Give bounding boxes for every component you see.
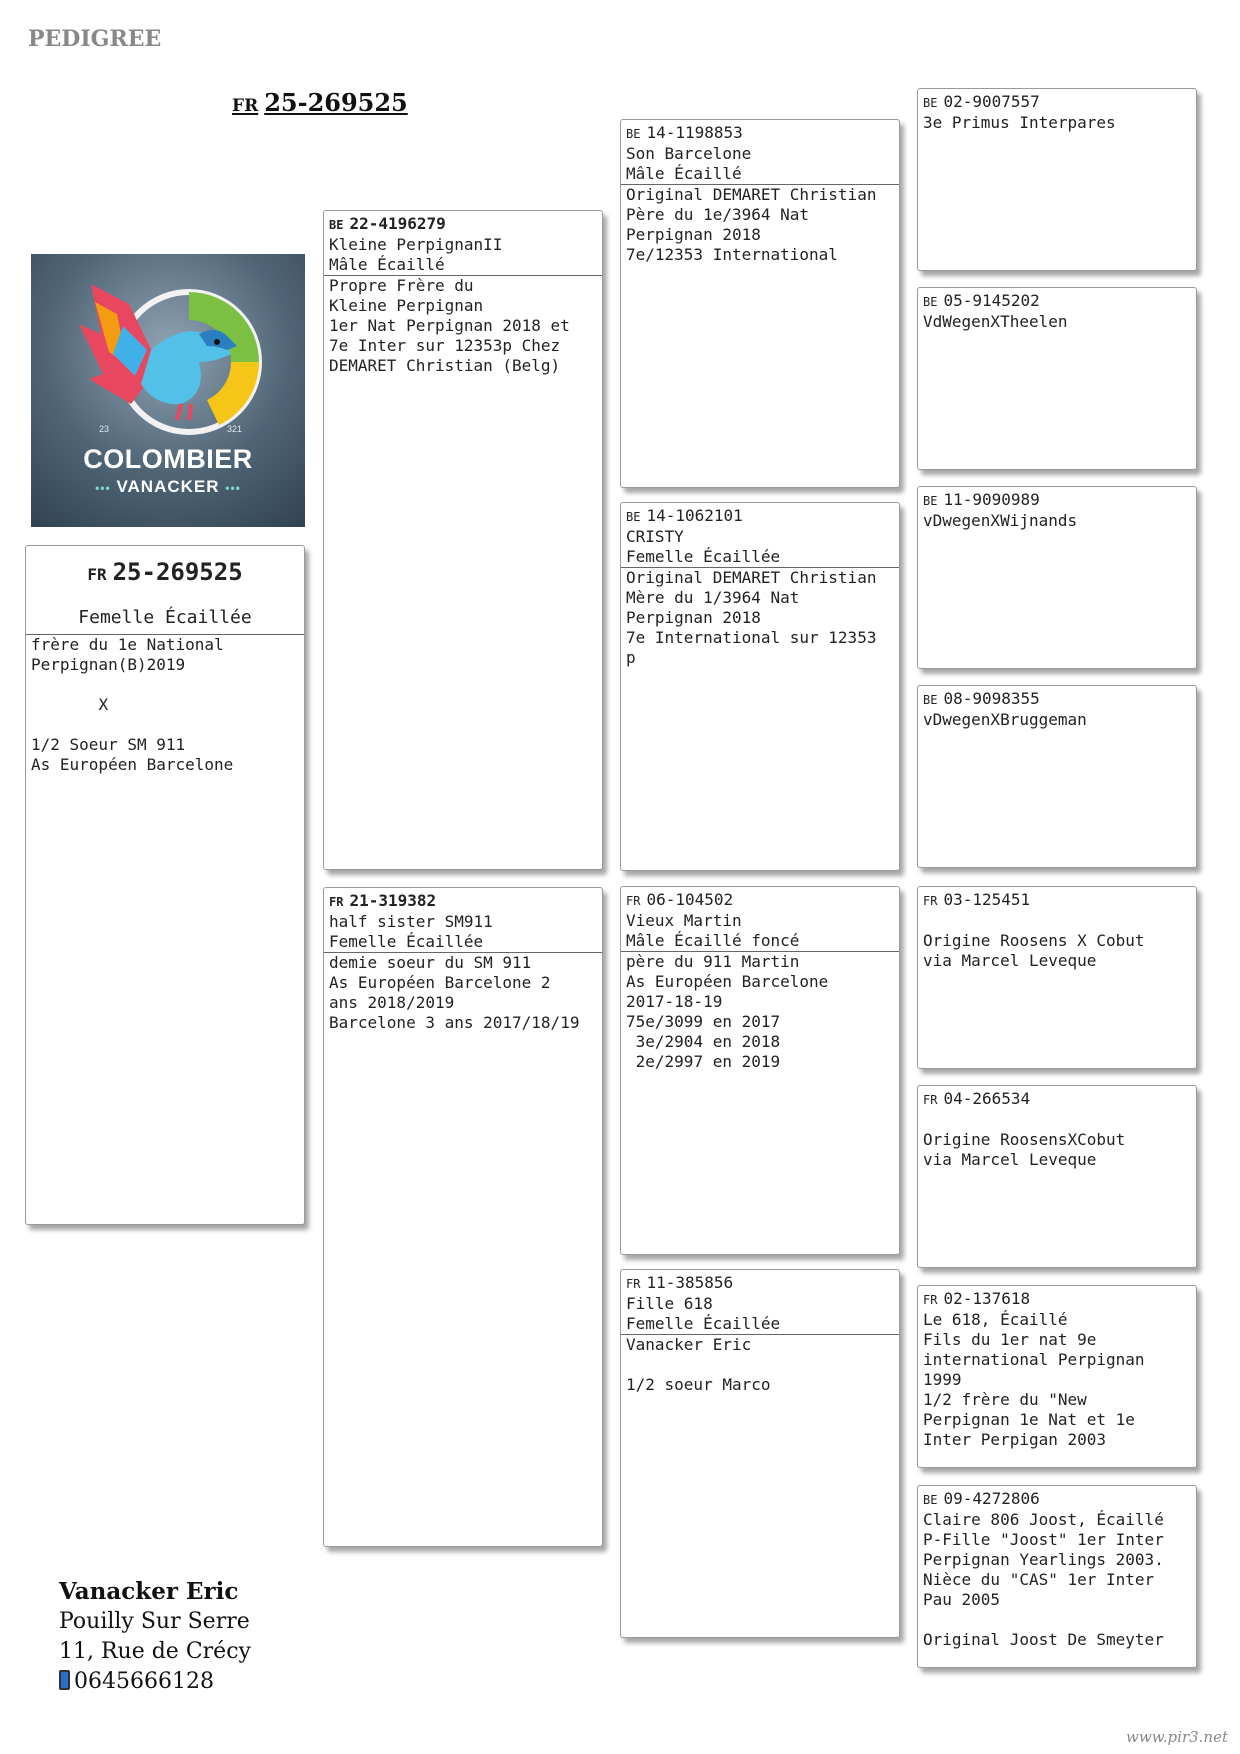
owner-name: Vanacker Eric xyxy=(59,1578,239,1605)
bird-name: CRISTY xyxy=(626,527,684,546)
ring-number: BE 22-4196279 xyxy=(329,214,446,233)
great-grandparent-card-8 xyxy=(917,1485,1197,1668)
bird-notes: vDwegenXBruggeman xyxy=(923,710,1087,729)
bird-notes: Le 618, Écaillé Fils du 1er nat 9e international Perpignan 1999 1/2 frère du "New Perpignan 1e Nat et 1e Inter Perpigan 2003 xyxy=(923,1310,1145,1449)
bird-notes: demie soeur du SM 911 As Européen Barcelone 2 ans 2018/2019 Barcelone 3 ans 2017/18/19 xyxy=(329,953,580,1032)
subject-ring xyxy=(31,557,299,590)
bird-notes: Origine RoosensXCobut via Marcel Leveque xyxy=(923,1130,1126,1169)
bird-notes: Propre Frère du Kleine Perpignan 1er Nat Perpignan 2018 et 7e Inter sur 12353p Chez DEMARET Christian (Belg) xyxy=(329,276,570,375)
great-grandparent-card-3 xyxy=(917,486,1197,669)
great-grandparent-card-5 xyxy=(917,886,1197,1069)
subject-country: FR xyxy=(87,565,107,584)
ring-number: FR 02-137618 xyxy=(923,1289,1031,1308)
bird-name: Fille 618 xyxy=(626,1294,713,1313)
subject-notes: frère du 1e National Perpignan(B)2019 X 1/2 Soeur SM 911 As Européen Barcelone xyxy=(31,635,234,774)
owner-phone: 0645666128 xyxy=(74,1669,214,1694)
footer-site: www.pir3.net xyxy=(1126,1728,1228,1746)
owner-address: 11, Rue de Crécy xyxy=(59,1639,251,1664)
ring-number: FR 04-266534 xyxy=(923,1089,1031,1108)
top-ring-country: FR xyxy=(232,96,259,116)
pigeon-icon xyxy=(31,254,305,444)
great-grandparent-card-6 xyxy=(917,1085,1197,1268)
bird-notes: vDwegenXWijnands xyxy=(923,511,1078,530)
bird-sex: Mâle Écaillé foncé xyxy=(626,931,800,950)
bird-notes: Vanacker Eric 1/2 soeur Marco xyxy=(626,1335,771,1394)
ring-number: BE 14-1062101 xyxy=(626,506,743,525)
bird-sex: Femelle Écaillée xyxy=(329,932,484,951)
phone-icon xyxy=(59,1670,70,1690)
great-grandparent-card-2 xyxy=(917,287,1197,470)
bird-notes: 3e Primus Interpares xyxy=(923,113,1116,132)
bird-sex: Mâle Écaillé xyxy=(626,164,742,183)
subject-card xyxy=(25,545,305,1225)
grandparent-card-3 xyxy=(620,886,900,1255)
bird-sex: Femelle Écaillée xyxy=(626,1314,781,1333)
bird-notes: père du 911 Martin As Européen Barcelone 2017-18-19 75e/3099 en 2017 3e/2904 en 2018 2e/2997 en 2019 xyxy=(626,952,829,1071)
bird-name: Vieux Martin xyxy=(626,911,742,930)
logo-left-tag: 23 xyxy=(99,424,110,434)
parent-card-dam xyxy=(323,887,603,1547)
subject-number: 25-269525 xyxy=(112,558,243,586)
bird-notes: Claire 806 Joost, Écaillé P-Fille "Joost" 1er Inter Perpignan Yearlings 2003. Nièce du "CAS" 1er Inter Pau 2005 Original Joost De Smeyter xyxy=(923,1510,1164,1649)
logo-right-tag: 321 xyxy=(227,424,243,434)
ring-number: BE 05-9145202 xyxy=(923,291,1040,310)
parent-card-sire xyxy=(323,210,603,870)
top-ring-number: 25-269525 xyxy=(264,88,408,117)
owner-city: Pouilly Sur Serre xyxy=(59,1609,250,1634)
owner-block xyxy=(59,1577,251,1697)
ring-number: FR 21-319382 xyxy=(329,891,437,910)
great-grandparent-card-4 xyxy=(917,685,1197,868)
ring-number: BE 08-9098355 xyxy=(923,689,1040,708)
bird-name: Kleine PerpignanII xyxy=(329,235,503,254)
ring-number: BE 02-9007557 xyxy=(923,92,1040,111)
owner-phone-row xyxy=(59,1667,251,1697)
bird-notes: Origine Roosens X Cobut via Marcel Leveque xyxy=(923,931,1145,970)
bird-notes: Original DEMARET Christian Père du 1e/3964 Nat Perpignan 2018 7e/12353 International xyxy=(626,185,877,264)
grandparent-card-1 xyxy=(620,119,900,488)
ring-number: BE 09-4272806 xyxy=(923,1489,1040,1508)
logo-brand: COLOMBIER xyxy=(83,444,253,474)
subject-sex: Femelle Écaillée xyxy=(78,607,252,628)
ring-number: FR 11-385856 xyxy=(626,1273,734,1292)
logo-sub: ••• VANACKER ••• xyxy=(95,477,241,496)
top-ring-title xyxy=(232,88,408,117)
grandparent-card-2 xyxy=(620,502,900,871)
bird-name: Son Barcelone xyxy=(626,144,752,163)
bird-notes: Original DEMARET Christian Mère du 1/3964 Nat Perpignan 2018 7e International sur 12353 p xyxy=(626,568,877,667)
bird-name: half sister SM911 xyxy=(329,912,493,931)
ring-number: FR 03-125451 xyxy=(923,890,1031,909)
bird-sex: Mâle Écaillé xyxy=(329,255,445,274)
ring-number: FR 06-104502 xyxy=(626,890,734,909)
page-heading: PEDIGREE xyxy=(28,26,162,52)
great-grandparent-card-7 xyxy=(917,1285,1197,1468)
ring-number: BE 11-9090989 xyxy=(923,490,1040,509)
ring-number: BE 14-1198853 xyxy=(626,123,743,142)
great-grandparent-card-1 xyxy=(917,88,1197,271)
bird-sex: Femelle Écaillée xyxy=(626,547,781,566)
colombier-logo xyxy=(31,254,305,527)
grandparent-card-4 xyxy=(620,1269,900,1638)
bird-notes: VdWegenXTheelen xyxy=(923,312,1068,331)
